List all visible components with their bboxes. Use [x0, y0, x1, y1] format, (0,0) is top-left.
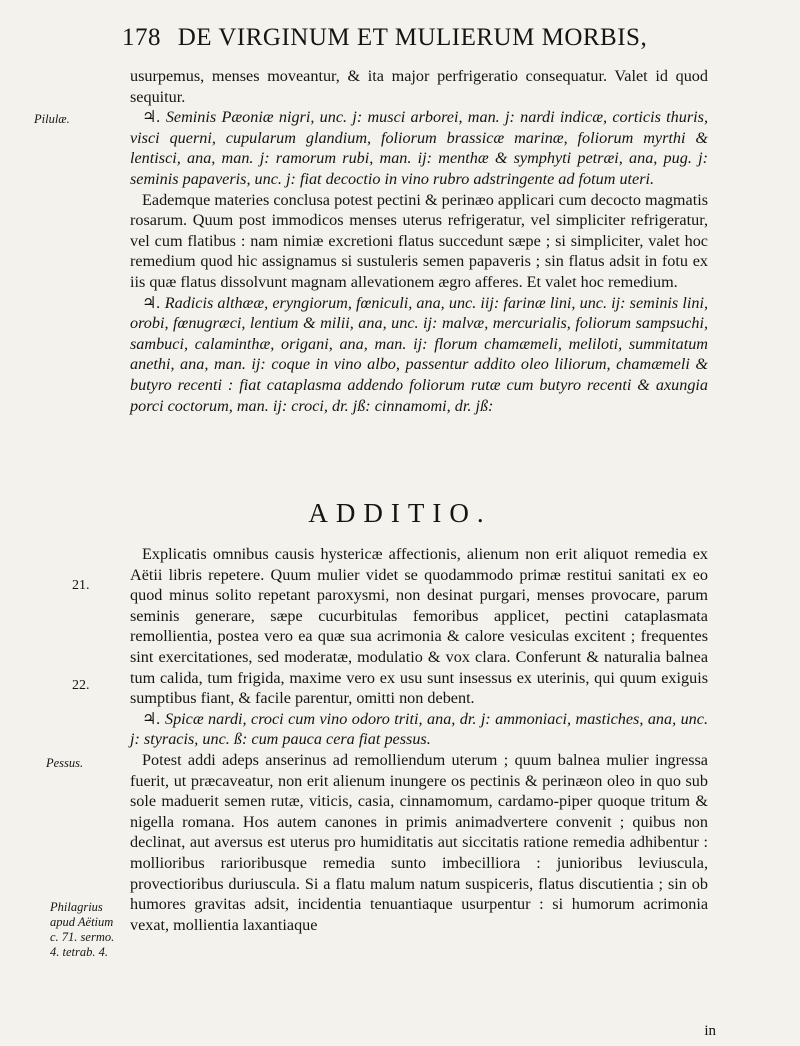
paragraph: Eademque materies conclusa potest pectini & perinæo applicari cum decocto magmatis rosarum. Quum post immodicos menses uterus refrigeratur, vel simpliciter refrigeratur, vel cum flatibus : nam nimiæ excretioni flatus succedunt sæpe ; si simpliciter, valet hoc remedium quod hic assignamus si sustuleris semen papaveris ; sin flatus adsit in fotu ex iis quæ flatus dissolvunt magnam allevationem ægro afferes. Et valet hoc remedium.	[130, 190, 708, 291]
recipe-paragraph: ♃. Seminis Pæoniæ nigri, unc. j: musci arborei, man. j: nardi indicæ, corticis thuris, visci querni, cupularum glandium, foliorum brassicæ marinæ, foliorum myrthi & lentisci, ana, man. j: ramorum rubi, man. ij: menthæ & symphyti petræi, ana, pug. j: seminis papaveris, unc. j: fiat decoctio in vino rubro adstringente ad fotum uteri.	[130, 108, 708, 188]
catchword: in	[704, 1023, 716, 1039]
recipe-paragraph: ♃. Spicæ nardi, croci cum vino odoro triti, ana, dr. j: ammoniaci, mastiches, ana, unc. j: styracis, unc. ß: cum pauca cera fiat pessus.	[130, 709, 708, 749]
page-number: 178	[122, 24, 161, 51]
paragraph: Potest addi adeps anserinus ad remolliendum uterum ; quum balnea mulier ingressa fuerit, ut præcaveatur, non erit alienum inungere os pectinis & perinæon oleo in quo sub sole maduerit semen rutæ, viticis, casia, cinnamomum, cardamo-piper quoque tritum & nigella romana. Hos autem canones in primis animadvertere convenit ; quibus non declinat, aut aversus est uterus pro humiditatis aut siccitatis ratione remedia adhibentur : mollioribus rarioribusque remedia sunto imbecilliora : junioribus leviuscula, provectioribus duriuscula. Si a flatu malum natum suspiceris, flatus discutientia ; sin ob humores gravitas adsit, incidentia tenuantiaque usurpentur : si humorum acrimonia vexat, mollientia laxantiaque	[130, 750, 708, 934]
recipe-paragraph: ♃. Radicis althææ, eryngiorum, fœniculi, ana, unc. iij: farinæ lini, unc. ij: seminis lini, orobi, fœnugræci, lentium & milii, ana, unc. ij: malvæ, mercurialis, foliorum sampsuchi, sambuci, calaminthæ, origani, ana, man. ij: florum chamæmeli, meliloti, summitatum anethi, ana, man. ij: coque in vino albo, passentur addito oleo liliorum, chamæmeli & butyro recenti : fiat cataplasma addendo foliorum rutæ cum butyro recenti & axungia porci coctorum, man. ij: croci, dr. jß: cinnamomi, dr. jß:	[130, 293, 708, 415]
paragraph: Explicatis omnibus causis hystericæ affectionis, alienum non erit aliquot remedia ex Aëtii libris repetere. Quum mulier videt se quodammodo primæ restitui sanitati ex eo quod minus solito repetant paroxysmi, non desinat purgari, menses provocare, parum seminis generare, sæpe cucurbitulas femoribus applicet, pectini cataplasmata remollientia, postea vero ea quæ sua acrimonia & calore vesiculas excitent ; frequentes sint exercitationes, sed moderatæ, modulatio & vox clara. Conferunt & naturalia balnea tum calida, tum frigida, maxime vero ex usu sunt insessus ex uterinis, qui quum exiguis sumptibus fiant, & facile parentur, omitti non debent.	[130, 545, 708, 708]
margin-note-line: c. 71. sermo.	[50, 930, 115, 944]
margin-note-line: Philagrius	[50, 900, 103, 914]
paragraph: usurpemus, menses moveantur, & ita major perfrigeratio consequatur. Valet id quod sequitur.	[130, 67, 708, 106]
text-block-upper	[130, 66, 708, 416]
text-block-lower	[130, 544, 708, 935]
running-title: DE VIRGINUM ET MULIERUM MORBIS,	[177, 24, 648, 51]
running-header	[122, 24, 762, 52]
margin-note-line: apud Aëtium	[50, 915, 114, 929]
margin-note-philagrius	[50, 900, 114, 960]
section-title: ADDITIO.	[308, 498, 492, 528]
margin-note-line: 4. tetrab. 4.	[50, 945, 108, 959]
margin-note-21: 21.	[72, 578, 90, 593]
margin-note-pilulae: Pilulæ.	[34, 112, 70, 126]
margin-note-pessus: Pessus.	[46, 756, 84, 770]
margin-note-22: 22.	[72, 678, 90, 693]
